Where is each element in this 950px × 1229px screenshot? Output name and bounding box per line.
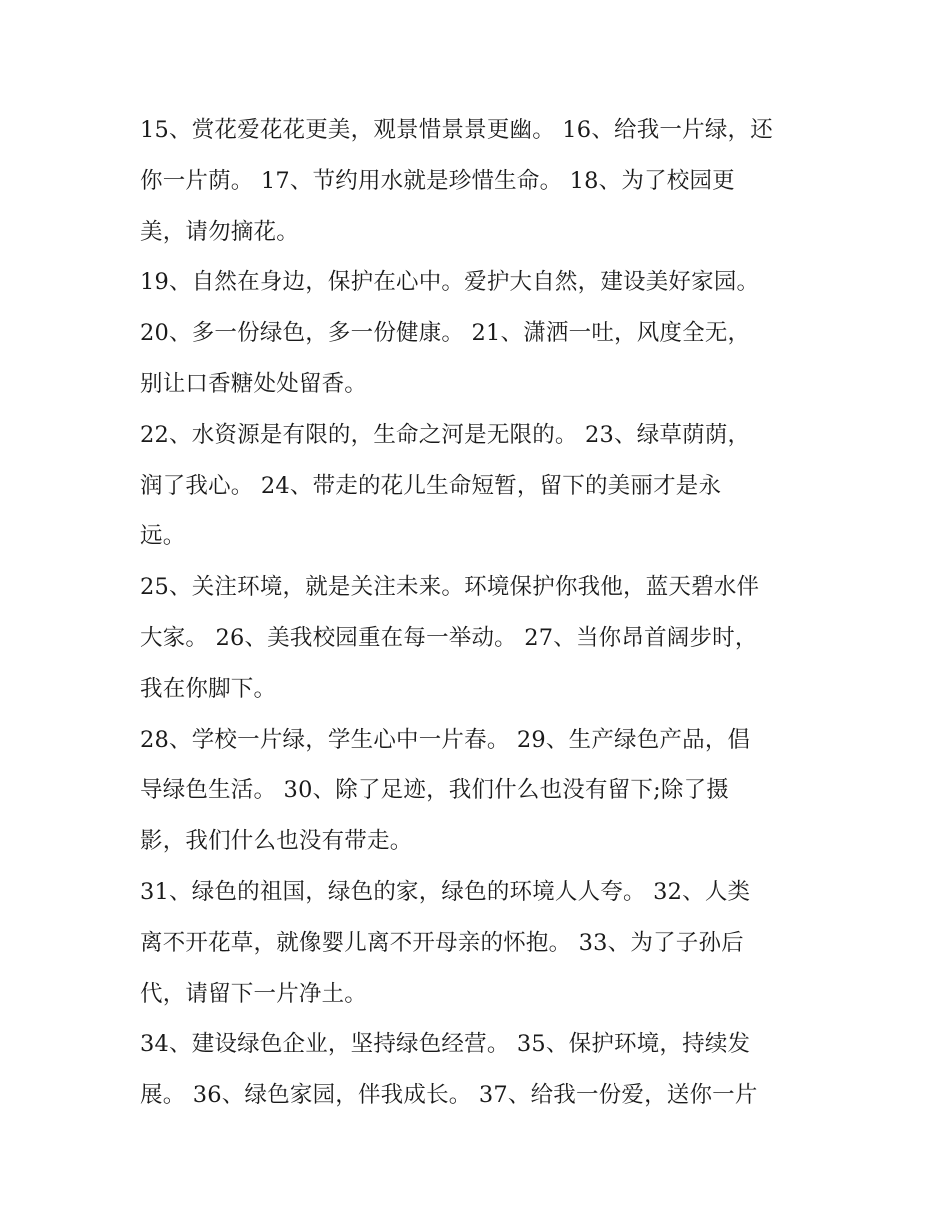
document-body	[140, 105, 830, 1121]
text-line: 影，我们什么也没有带走。	[140, 828, 413, 855]
text-line: 远。	[140, 523, 186, 550]
paragraph-34-37	[140, 1019, 830, 1121]
text-line: 润了我心。 24、带走的花儿生命短暂，留下的美丽才是永	[140, 472, 722, 499]
text-line: 美，请勿摘花。	[140, 218, 299, 245]
text-line: 22、水资源是有限的，生命之河是无限的。 23、绿草荫荫，	[140, 421, 751, 448]
text-line: 34、建设绿色企业，坚持绿色经营。 35、保护环境，持续发	[140, 1031, 751, 1058]
paragraph-31-33	[140, 867, 830, 1019]
text-line: 31、绿色的祖国，绿色的家，绿色的环境人人夸。 32、人类	[140, 878, 751, 905]
text-line: 别让口香糖处处留香。	[140, 370, 368, 397]
text-line: 展。 36、绿色家园，伴我成长。 37、给我一份爱，送你一片	[140, 1082, 758, 1109]
text-line: 代，请留下一片净土。	[140, 980, 368, 1007]
paragraph-22-24	[140, 410, 830, 562]
text-line: 导绿色生活。 30、除了足迹，我们什么也没有留下;除了摄	[140, 777, 729, 804]
paragraph-15-18	[140, 105, 830, 257]
text-line: 15、赏花爱花花更美，观景惜景景更幽。 16、给我一片绿，还	[140, 117, 773, 143]
paragraph-28-30	[140, 715, 830, 867]
text-line: 我在你脚下。	[140, 675, 277, 702]
text-line: 25、关注环境，就是关注未来。环境保护你我他，蓝天碧水伴	[140, 574, 760, 601]
text-line: 20、多一份绿色，多一份健康。 21、潇洒一吐，风度全无，	[140, 320, 751, 347]
text-line: 你一片荫。 17、节约用水就是珍惜生命。 18、为了校园更	[140, 167, 735, 194]
text-line: 28、学校一片绿，学生心中一片春。 29、生产绿色产品，倡	[140, 726, 751, 753]
paragraph-19-21	[140, 257, 830, 409]
text-line: 大家。 26、美我校园重在每一举动。 27、当你昂首阔步时，	[140, 624, 758, 651]
text-line: 离不开花草，就像婴儿离不开母亲的怀抱。 33、为了子孙后	[140, 929, 744, 956]
text-line: 19、自然在身边，保护在心中。爱护大自然，建设美好家园。	[140, 269, 760, 296]
paragraph-25-27	[140, 562, 830, 714]
